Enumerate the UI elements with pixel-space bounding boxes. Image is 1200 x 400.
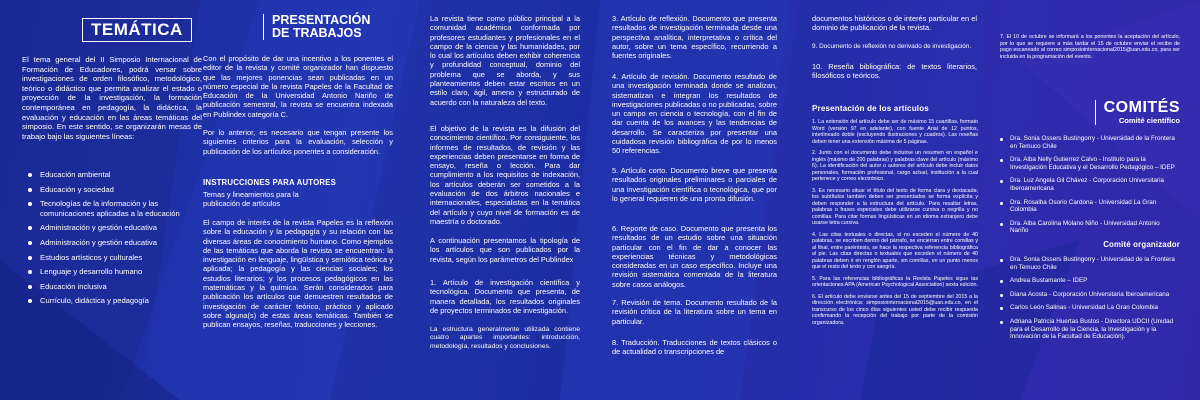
col5-item: 5. Para las referencias bibliográficas la Revista Papeles sigue las orientaciones APA (American Psychological Association) sexta edición. [812,275,978,288]
col4-item: 5. Artículo corto. Documento breve que presenta resultados originales preliminares o parciales de una investigación científica o tecnológica, que por lo general requieren de una pronta difusión. [612,166,777,203]
tematica-line: Educación y sociedad [28,185,198,195]
cientifico-list [1000,135,1178,241]
tematica-line: Tecnologías de la información y las comunicaciones aplicadas a la educación [28,199,198,218]
cientifico-member: Dra. Alba Carolina Molano Niño - Universidad Antonio Nariño [1000,220,1178,235]
presentacion-p1: Con el propósito de dar una incentivo a los ponentes el editor de la revista y comité organizador han dispuesto que las mejores ponencias sean publicadas en un número especial de la revista Papeles de la Facultad de Educación de la Universidad Antonio Nariño de publicación semestral, la revista se encuentra indexada en Publindex categoría C. [203,54,393,119]
comites-title-block [1095,100,1180,125]
col5-top2: 9. Documento de reflexión no derivado de investigación. [812,43,972,50]
cientifico-member: Dra. Alba Nelly Gutierrez Calvo - Instituto para la Investigación Educativa y el Desarrollo Pedagógico – IDEP [1000,156,1178,171]
col5-items [812,119,978,326]
presentacion-p3: El campo de interés de la revista Papeles es la reflexión sobre la educación y la pedagogía y su relación con las diversas áreas de conocimiento humano. Como ejemplos de las temáticas que aborda la revista se encuentran: la investigación en lenguaje, lingüística y semiótica teórica y aplicada; la pedagogía y las ciencias sociales; los estudios literarios; y los procesos pedagógicos en las matemáticas y la química. Serán considerados para publicación los artículos que demuestren resultados de investigación de carácter teórico, práctico y aplicado sobre alguna(s) de estas áreas temáticas. También se publican ensayos, reseñas, traducciones y lecciones. [203,218,393,330]
cientifico-member: Dra. Sonia Ossers Bustingorry - Universidad de la Frontera en Temuco Chile [1000,135,1178,150]
col4-item: 3. Artículo de reflexión. Documento que presenta resultados de investigación terminada desde una perspectiva analítica, interpretativa o crítica del autor, sobre un tema específico, recurriendo a fuentes originales. [612,14,777,61]
presentacion-articulos-title: Presentación de los artículos [812,104,929,113]
tematica-line: Administración y gestión educativa [28,223,198,233]
col5-item: 3. Es necesario situar el título del texto de forma clara y destacada; los subtítulos también deben ser presentados se forma explícita y deben responder a la estructura del artículo. Para resaltar letras, palabras o frases especiales debe utilizarse cursiva o negrilla y no comillas. Para citar formas lingüísticas en un idioma extranjero debe usarse letra cursiva. [812,187,978,226]
col6-item7: 7. El 10 de octubre se informará a los ponentes la aceptación del artículo, por lo que se requiere a más tardar el 15 de octubre enviar el recibo de pago escaneado al correo simposiointernacional2015@uan.edu.co, para ser incluida en la programación del evento. [1000,34,1180,60]
col5-item: 6. El artículo debe enviarse antes del 15 de septiembre del 2015 a la dirección electrónica: simposiointernacional2015@uan.edu.co, en el transcurso de los cinco días siguientes usted debe recibir respuesta confirmando la recepción del trabajo por parte de la comisión organizadora. [812,293,978,326]
organizador-member: Andrea Bustamante – IDEP [1000,277,1178,285]
col5-item: 2. Junto con el documento debe incluirse un resumen en español e inglés (máximo de 200 palabras) y palabras clave del artículo (máximo 6). La identificación del autor o autores del artículo debe incluir datos personales, formación profesional, cargo actual, institución a la cual pertenece y correo electrónico. [812,150,978,182]
col4-item: 6. Reporte de caso. Documento que presenta los resultados de un estudio sobre una situación particular con el fin de dar a conocer las experiencias técnicas y metodológicas consideradas en un caso específico. Incluye una revisión sistemática comentada de la literatura sobre casos análogos. [612,224,777,289]
tematica-title: TEMÁTICA [91,20,183,39]
col3-p4: 1. Artículo de investigación científica y tecnológica. Documento que presenta, de manera detallada, los resultados originales de proyectos terminados de investigación. [430,278,580,315]
organizador-member: Carlos León Salinas - Universidad La Gran Colombia [1000,304,1178,312]
organizador-title: Comité organizador [1103,240,1180,249]
tematica-line: Administración y gestión educativa [28,238,198,248]
presentacion-title [263,14,370,40]
col-revista [430,0,582,400]
col5-top1: documentos históricos o de interés particular en el dominio de publicación de la revista. [812,14,977,33]
col3-p5: La estructura generalmente utilizada contiene cuatro apartes importantes: introducción, metodología, resultados y conclusiones. [430,326,580,350]
col3-p2: El objetivo de la revista es la difusión del conocimiento científico. Por consiguiente, los informes de resultados, de revisión y las experiencias deben presentarse en forma de ensayo, reseña o lección. Para dar cumplimiento a los requisitos de indexación, los artículos deberán ser sometidos a la evaluación de dos árbitros nacionales e internacionales, especialistas en la temática del artículo y cuyo nivel de formación es de maestría o doctorado. [430,124,580,226]
tematica-intro: El tema general del II Simposio Internacional de Formación de Educadores, podrá versar sobre investigaciones de orden filosófico, metodológico, teórico o didáctico que permita analizar el estado o proyección de la investigación, la formación contemporánea en pedagogía, la didáctica, la evaluación y educación en las áreas temáticas del simposio. En este sentido, se organizarán mesas de trabajo bajo las siguientes líneas: [22,55,202,141]
tematica-line: Currículo, didáctica y pedagogía [28,296,198,306]
tematica-line: Lenguaje y desarrollo humano [28,267,198,277]
organizador-member: Dra. Sonia Ossers Bustingorry - Universidad de la Frontera en Temuco Chile [1000,256,1178,271]
comites-title: COMITÉS [1103,99,1180,116]
col-tematica [22,0,202,400]
cientifico-member: Dra. Rosalba Osorio Cardona - Universidad La Gran Colombia [1000,199,1178,214]
col-tipologia [612,0,778,400]
tematica-lines [28,170,198,306]
col-presentacion [203,0,395,400]
tematica-line: Educación inclusiva [28,282,198,292]
organizador-member: Diana Acosta - Corporación Universitaria Iberoamericana [1000,291,1178,299]
organizador-member: Adriana Patricia Huertas Bustos - Directora UDCII (Unidad para el Desarrollo de la Ciencia, la Investigación y la Innovación de la Facultad de Educación). [1000,318,1178,341]
tematica-line: Educación ambiental [28,170,198,180]
col-comites [1000,0,1180,400]
col-presentacion-articulos [812,0,980,400]
cientifico-title: Comité científico [1118,116,1180,125]
tematica-title-box [82,18,192,42]
organizador-list [1000,256,1178,347]
col5-item: 1. La extensión del artículo debe ser de máximo 15 cuartillas, formato Word (versión 97 en adelante), con fuente Arial de 12 puntos, interlineado doble (excluyendo ilustraciones y cuadros). Las reseñas deben tener una extensión máxima de 5 páginas. [812,119,978,145]
col5-top3: 10. Reseña bibliográfica: de textos literarios, filosóficos o teóricos. [812,62,977,81]
presentacion-title-line2: DE TRABAJOS [272,26,362,40]
presentacion-p2: Por lo anterior, es necesario que tengan presente los siguientes criterios para la evaluación, selección y publicación de los artículos ponentes a consideración. [203,128,393,156]
instrucciones-title: INSTRUCCIONES PARA AUTORES [203,178,336,187]
presentacion-title-line1: PRESENTACIÓN [272,13,371,27]
cientifico-member: Dra. Luz Angela Gil Chávez - Corporación Universitaria Iberoamericana [1000,177,1178,192]
col3-p1: La revista tiene como público principal a la comunidad académica conformada por profesores estudiantes y profesionales en el campo de la ciencia y las humanidades, por lo cual los artículos deben exhibir coherencia y profundidad conceptual, dominio del problema que se aborda, y sus planteamientos deben estar escritos en un estilo claro, ágil, ameno y estructurado de acuerdo con la naturaleza del texto. [430,14,580,107]
col4-item: 4. Artículo de revisión. Documento resultado de una investigación terminada donde se analizan, sistematizan e integran los resultados de investigaciones publicadas o no publicadas, sobre un campo en ciencia o tecnología, con el fin de dar cuenta de los avances y las tendencias de desarrollo. Se caracteriza por presentar una cuidadosa revisión bibliográfica de por lo menos 50 referencias. [612,72,777,156]
tematica-line: Estudios artísticos y culturales [28,253,198,263]
col4-item: 8. Traducción. Traducciones de textos clásicos o de actualidad o transcripciones de [612,338,777,357]
col3-p3: A continuación presentamos la tipología de los artículos que son publicados por la revista, según los parámetros del Publindex [430,236,580,264]
instrucciones-sub: Temas y lineamientos para la publicación de artículos [203,190,299,208]
col4-item: 7. Revisión de tema. Documento resultado de la revisión crítica de la literatura sobre un tema en particular. [612,298,777,326]
col5-item: 4. Las citas textuales o directas, si no exceden el número de 40 palabras, se escriben dentro del párrafo, se encierran entre comillas y al final, entre paréntesis, se hace la respectiva referencia bibliográfica al pie. Las citas directas o textuales que exceden el número de 40 palabras deben ir en renglón aparte, sin comillas, en un punto menos que el resto del texto y con sangría. [812,231,978,270]
